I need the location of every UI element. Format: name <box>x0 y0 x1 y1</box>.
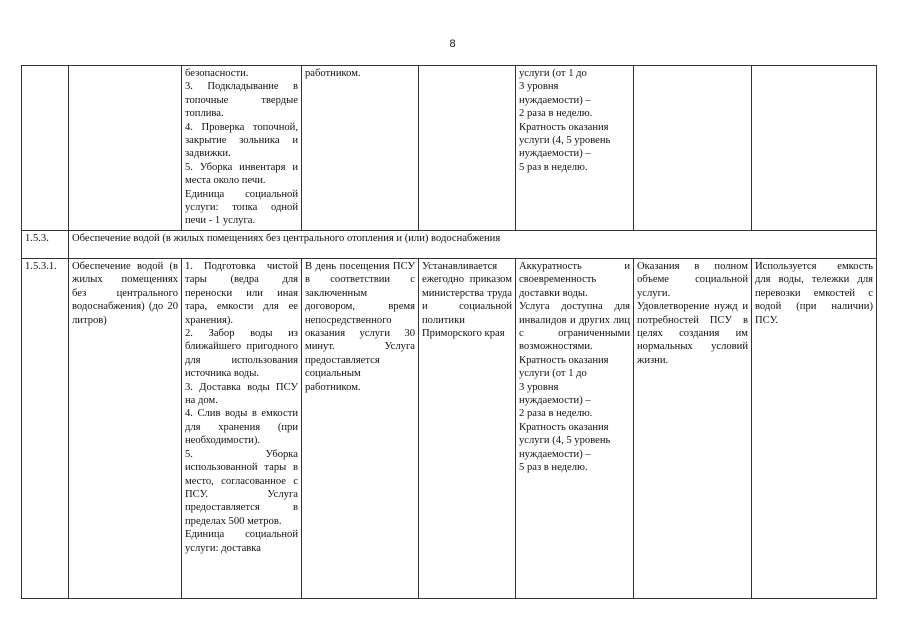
cell-name <box>69 66 182 231</box>
content-line: 3. Доставка воды ПСУ на дом. <box>185 381 298 407</box>
service-result <box>634 259 752 599</box>
section-title: Обеспечение водой (в жилых помещениях без центрального отопления и (или) водоснабжения <box>69 231 877 259</box>
content-line: 1. Подготовка чистой тары (ведра для переноски или иная тара, емкости для ее хранения). <box>185 261 298 326</box>
service-name: Обеспечение водой (в жилых помещениях без центрального водоснабжения) (до 20 литров) <box>69 259 182 599</box>
quality-line: нуждаемости) – <box>519 395 591 407</box>
quality-line: Кратность оказания <box>519 354 609 366</box>
service-norms: Устанавливается ежегодно приказом министерства труда и социальной политики Приморского края <box>419 259 516 599</box>
quality-line: 2 раза в неделю. <box>519 108 593 120</box>
quality-line: услуги (от 1 до <box>519 368 587 380</box>
quality-line: нуждаемости) – <box>519 448 591 460</box>
table-row-service <box>22 259 877 599</box>
quality-line: нуждаемости) – <box>519 94 591 106</box>
quality-line: услуги (от 1 до <box>519 68 587 79</box>
service-content <box>182 259 302 599</box>
quality-line: Кратность оказания <box>519 421 609 433</box>
content-line: Единица социальной услуги: топка одной печи - 1 услуга. <box>185 188 298 227</box>
quality-line: нуждаемости) – <box>519 148 591 160</box>
service-quality <box>516 259 634 599</box>
content-line: Единица социальной услуги: доставка <box>185 529 298 554</box>
result-line: Оказания в полном объеме социальной услуги. <box>637 261 748 299</box>
quality-line: Услуга доступна для инвалидов и других лиц с ограниченными возможностями. <box>519 301 630 353</box>
quality-line: 3 уровня <box>519 381 559 393</box>
service-number: 1.5.3.1. <box>22 259 69 599</box>
cell-norms <box>419 66 516 231</box>
content-line: 2. Забор воды из ближайшего пригодного для использования источника воды. <box>185 328 298 380</box>
page-number: 8 <box>449 38 456 50</box>
quality-line: услуги (4, 5 уровень <box>519 435 611 447</box>
quality-line: Аккуратность и своевременность доставки воды. <box>519 261 630 299</box>
cell-number <box>22 66 69 231</box>
quality-line: 5 раз в неделю. <box>519 462 588 474</box>
service-timing: В день посещения ПСУ в соответствии с заключенным договором, время непосредственного оказания услуги 30 минут. Услуга предоставляется социальным работником. <box>302 259 419 599</box>
quality-line: 5 раз в неделю. <box>519 161 588 173</box>
content-line: 3. Подкладывание в топочные твердые топлива. <box>185 81 298 120</box>
services-table <box>21 65 877 599</box>
cell-timing: работником. <box>302 66 419 231</box>
cell-conditions <box>752 66 877 231</box>
content-line: безопасности. <box>185 68 249 79</box>
cell-result <box>634 66 752 231</box>
content-line: 5. Уборка инвентаря и места около печи. <box>185 161 298 187</box>
cell-content <box>182 66 302 231</box>
content-line: 4. Слив воды в емкости для хранения (при необходимости). <box>185 408 298 447</box>
quality-line: 2 раза в неделю. <box>519 408 593 420</box>
table-row-continued <box>22 66 877 231</box>
cell-quality <box>516 66 634 231</box>
quality-line: 3 уровня <box>519 81 559 93</box>
result-line: Удовлетворение нужд и потребностей ПСУ в целях создания им нормальных условий жизни. <box>637 301 748 366</box>
quality-line: Кратность оказания <box>519 121 609 133</box>
service-conditions: Используется емкость для воды, тележки для перевозки емкостей с водой (при наличии) ПСУ. <box>752 259 877 599</box>
section-number: 1.5.3. <box>22 231 69 259</box>
content-line: 5. Уборка использованной тары в место, согласованное с ПСУ. Услуга предоставляется в пределах 500 метров. <box>185 448 298 527</box>
content-line: 4. Проверка топочной, закрытие зольника и задвижки. <box>185 121 298 160</box>
quality-line: услуги (4, 5 уровень <box>519 135 611 147</box>
table-row-section <box>22 231 877 259</box>
